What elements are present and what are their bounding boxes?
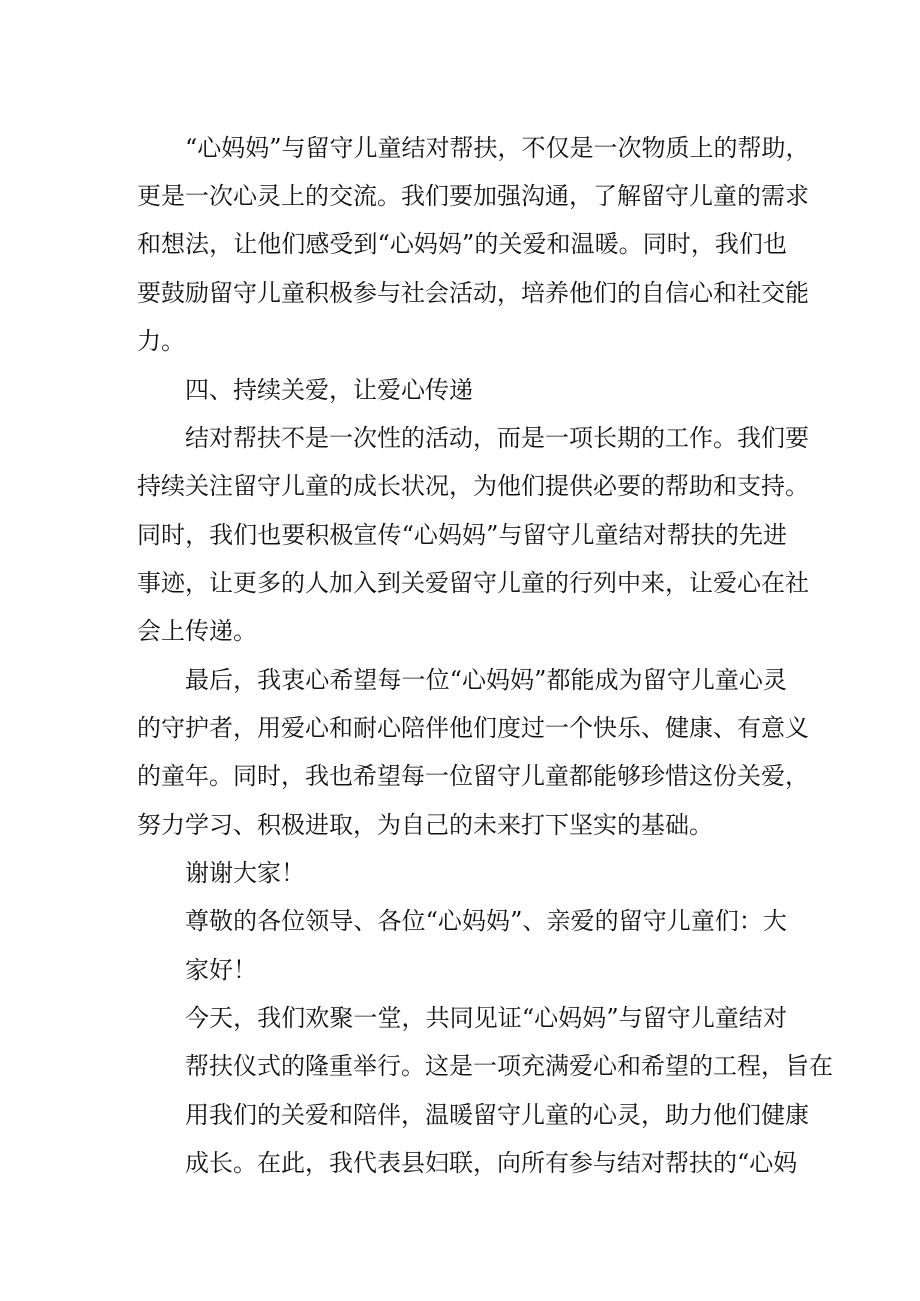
paragraph-line: 会上传递。 [137, 617, 257, 645]
greeting-line: 家好！ [185, 956, 257, 984]
paragraph-line: 最后，我衷心希望每一位“心妈妈”都能成为留守儿童心灵 [185, 666, 787, 694]
paragraph-line: 要鼓励留守儿童积极参与社会活动，培养他们的自信心和社交能 [137, 279, 809, 307]
closing-line: 谢谢大家！ [185, 859, 305, 887]
paragraph-line: 今天，我们欢聚一堂，共同见证“心妈妈”与留守儿童结对 [185, 1004, 787, 1032]
greeting-line: 尊敬的各位领导、各位“心妈妈”、亲爱的留守儿童们：大 [185, 907, 787, 935]
paragraph-line: 结对帮扶不是一次性的活动，而是一项长期的工作。我们要 [185, 424, 809, 452]
paragraph-line: 力。 [137, 327, 185, 355]
paragraph-line: 同时，我们也要积极宣传“心妈妈”与留守儿童结对帮扶的先进 [137, 521, 787, 549]
paragraph-line: 事迹，让更多的人加入到关爱留守儿童的行列中来，让爱心在社 [137, 569, 809, 597]
paragraph-line: 用我们的关爱和陪伴，温暖留守儿童的心灵，助力他们健康 [185, 1101, 809, 1129]
paragraph-line: “心妈妈”与留守儿童结对帮扶，不仅是一次物质上的帮助， [185, 134, 810, 162]
paragraph-line: 的童年。同时，我也希望每一位留守儿童都能够珍惜这份关爱， [137, 762, 809, 790]
section-heading: 四、持续关爱，让爱心传递 [185, 376, 473, 404]
paragraph-line: 努力学习、积极进取，为自己的未来打下坚实的基础。 [137, 811, 713, 839]
paragraph-line: 更是一次心灵上的交流。我们要加强沟通，了解留守儿童的需求 [137, 182, 809, 210]
paragraph-line: 成长。在此，我代表县妇联，向所有参与结对帮扶的“心妈 [185, 1149, 798, 1177]
paragraph-line: 帮扶仪式的隆重举行。这是一项充满爱心和希望的工程，旨在 [185, 1052, 833, 1080]
paragraph-line: 和想法，让他们感受到“心妈妈”的关爱和温暖。同时，我们也 [137, 230, 787, 258]
paragraph-line: 持续关注留守儿童的成长状况，为他们提供必要的帮助和支持。 [137, 472, 809, 500]
paragraph-line: 的守护者，用爱心和耐心陪伴他们度过一个快乐、健康、有意义 [137, 714, 809, 742]
